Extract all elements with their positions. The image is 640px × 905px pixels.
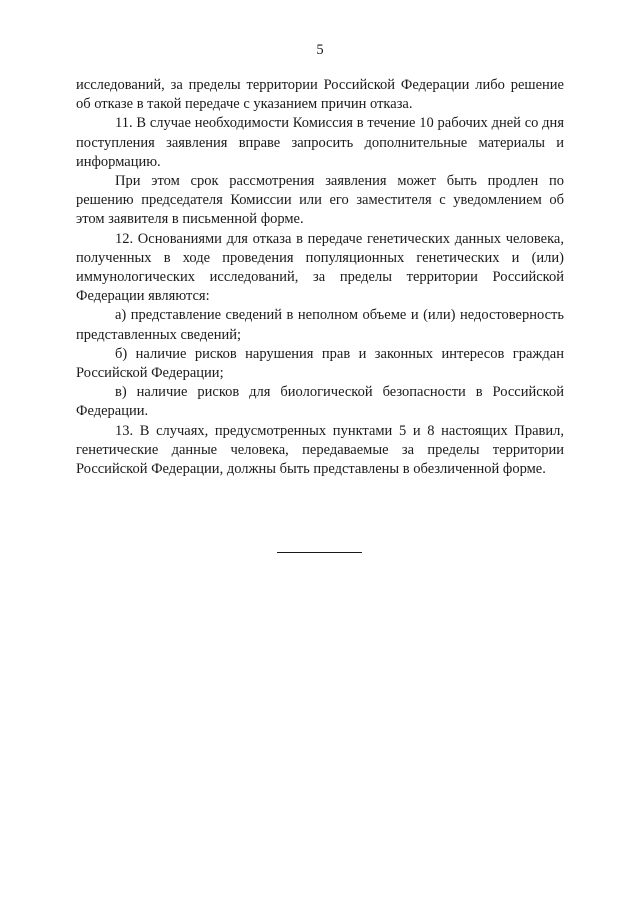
paragraph-continuation: исследований, за пределы территории Российской Федерации либо решение об отказе в такой передаче с указанием причин отказа. (76, 77, 564, 113)
end-of-document-rule (277, 552, 362, 553)
subitem-b: б) наличие рисков нарушения прав и законных интересов граждан Российской Федерации; (76, 345, 564, 382)
page-number: 5 (316, 42, 324, 58)
paragraph-item-11: 11. В случае необходимости Комиссия в течение 10 рабочих дней со дня поступления заявления вправе запросить дополнительные материалы и информацию. (76, 115, 564, 170)
paragraph-item-13: 13. В случаях, предусмотренных пунктами 5 и 8 настоящих Правил, генетические данные человека, передаваемые за пределы территории Российской Федерации, должны быть представлены в обезличенной форме. (76, 422, 564, 478)
paragraph-extension-term: При этом срок рассмотрения заявления может быть продлен по решению председателя Комиссии или его заместителя с уведомлением об этом заявителя в письменной форме. (76, 173, 564, 228)
paragraph-item-12: 12. Основаниями для отказа в передаче генетических данных человека, полученных в ходе проведения популяционных генетических и (или) иммунологических исследований, за пределы территории Российской Федерации являются: (76, 230, 564, 305)
subitem-a: а) представление сведений в неполном объеме и (или) недостоверность представленных сведений; (76, 307, 564, 343)
subitem-v: в) наличие рисков для биологической безопасности в Российской Федерации. (76, 384, 564, 420)
document-body (76, 76, 564, 479)
